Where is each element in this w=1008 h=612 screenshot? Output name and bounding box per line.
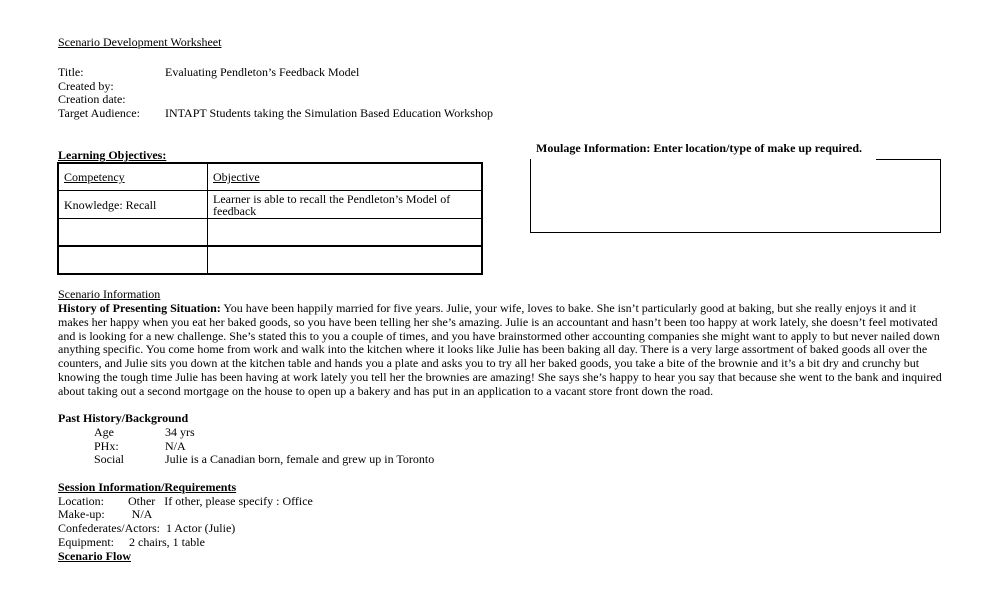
- competency-cell[interactable]: Knowledge: Recall: [58, 191, 208, 219]
- table-row: [58, 219, 482, 247]
- history-line: and is looking for a new challenge. She’s stated this to you a couple of times, and you have brainstormed other accounting companies she might want to apply to but never nailed down: [58, 328, 940, 343]
- moulage-input-box[interactable]: [530, 159, 941, 233]
- makeup-line: Make-up: N/A: [58, 507, 153, 521]
- title-label: Title:: [58, 65, 84, 79]
- social-label: Social: [94, 452, 124, 466]
- learning-objectives-heading: Learning Objectives:: [58, 148, 167, 162]
- objective-cell[interactable]: [208, 246, 483, 274]
- history-line: counters, and Julie sits you down at the kitchen table and hands you a plate and asks you to try all her baked goods, you take a bite of the brownie and it’s a bit dry and crunchy but: [58, 356, 920, 371]
- equipment-line: Equipment: 2 chairs, 1 table: [58, 535, 205, 549]
- title-value[interactable]: Evaluating Pendleton’s Feedback Model: [165, 65, 360, 79]
- phx-value[interactable]: N/A: [165, 439, 186, 453]
- history-line: makes her happy when you eat her baked goods, so you have been telling her she’s amazing. Julie is an accountant and hasn’t been too happy at work lately, she doesn’t feel motivated: [58, 314, 938, 329]
- history-label: History of Presenting Situation:: [58, 301, 221, 315]
- history-paragraph: [58, 302, 948, 399]
- document-title: Scenario Development Worksheet: [58, 35, 222, 49]
- history-line: knowing the tough time Julie has been having at work lately you tell her the brownies are amazing! She says she’s happy to hear you say that because she went to the bank and inquired: [58, 369, 942, 384]
- scenario-flow-heading: Scenario Flow: [58, 549, 131, 563]
- history-line: anything specific. You come home from work and walk into the kitchen where it looks like Julie has been baking all day. There is a very large assortment of baked goods all over the: [58, 342, 928, 357]
- competency-header: Competency: [58, 163, 208, 191]
- scenario-information-heading: Scenario Information: [58, 287, 161, 301]
- created-by-label: Created by:: [58, 79, 114, 93]
- objective-text-line: Learner is able to recall the Pendleton’s Model of: [213, 191, 451, 206]
- competency-cell[interactable]: [58, 219, 208, 247]
- phx-label: PHx:: [94, 439, 119, 453]
- actors-line: Confederates/Actors: 1 Actor (Julie): [58, 521, 236, 535]
- creation-date-label: Creation date:: [58, 92, 126, 106]
- competency-cell[interactable]: [58, 246, 208, 274]
- learning-objectives-table: [57, 162, 483, 275]
- objective-header: Objective: [208, 163, 483, 191]
- objective-cell[interactable]: [208, 191, 483, 219]
- history-line: about taking out a second mortgage on the house to open up a bakery and has put in an application to a vacant store front down the road.: [58, 383, 714, 398]
- objective-text-line: feedback: [213, 203, 257, 218]
- objective-cell[interactable]: [208, 219, 483, 247]
- history-line: History of Presenting Situation: You have been happily married for five years. Julie, your wife, loves to bake. She isn’t particularly good at baking, but she really enjoys it and it: [58, 301, 917, 315]
- table-header-row: [58, 163, 482, 191]
- target-audience-label: Target Audience:: [58, 106, 140, 120]
- table-row: [58, 191, 482, 219]
- location-line: Location: Other If other, please specify : Office: [58, 494, 313, 508]
- moulage-heading: Moulage Information: Enter location/type of make up required.: [536, 141, 862, 155]
- social-value[interactable]: Julie is a Canadian born, female and grew up in Toronto: [165, 452, 435, 466]
- past-history-heading: Past History/Background: [58, 411, 189, 425]
- target-audience-value[interactable]: INTAPT Students taking the Simulation Based Education Workshop: [165, 106, 493, 120]
- session-requirements-heading: Session Information/Requirements: [58, 480, 237, 494]
- age-value[interactable]: 34 yrs: [165, 425, 195, 439]
- age-label: Age: [94, 425, 114, 439]
- table-row: [58, 246, 482, 274]
